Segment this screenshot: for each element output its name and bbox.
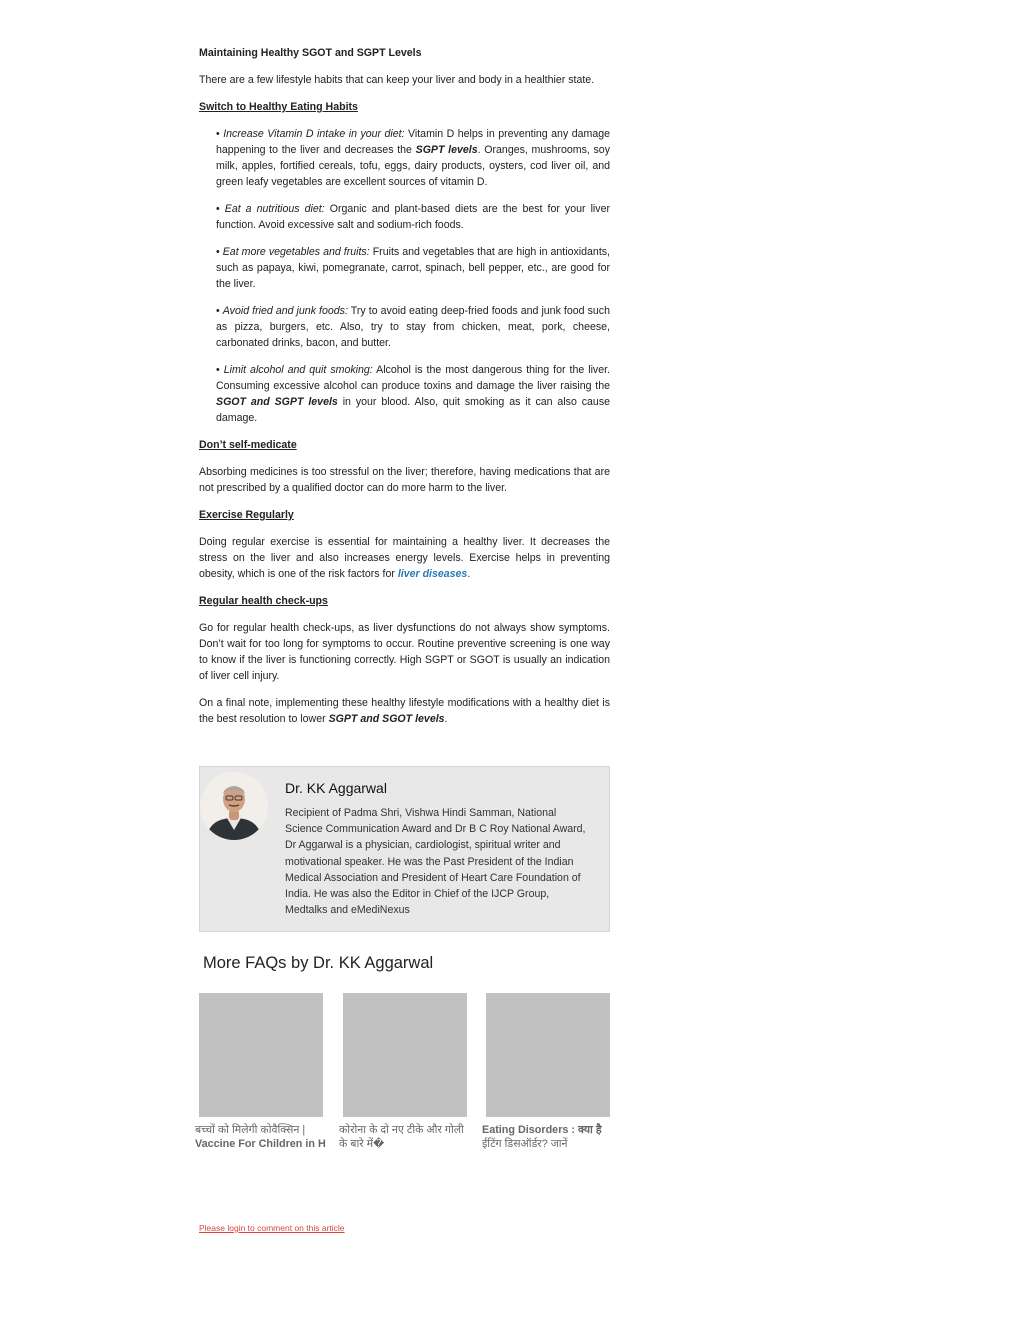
faq-card[interactable] [195, 993, 326, 1150]
faq-title-line1: Eating Disorders : क्या है [482, 1124, 602, 1136]
bullet-text: Fruits and vegetables that are high in antioxidants, such as papaya, kiwi, pomegranate, carrot, spinach, bell pepper, etc., are good for the liver. [216, 246, 610, 290]
login-to-comment-link[interactable]: Please login to comment on this article [199, 1223, 345, 1233]
faq-title-line2: Vaccine For Children in H [195, 1138, 326, 1150]
bullet-text: Organic and plant-based diets are the best for your liver function. Avoid excessive salt and sodium-rich foods. [216, 203, 610, 231]
bullet-bold: SGPT levels [415, 144, 478, 156]
closing-bold: SGPT and SGOT levels [328, 713, 445, 725]
bullet-alcohol: • Limit alcohol and quit smoking: Alcohol is the most dangerous thing for the liver. Consuming excessive alcohol can produce toxins and damage the liver raising the SGOT and SGPT levels in your blood. Also, quit smoking as it can also cause damage. [216, 364, 611, 424]
faq-title-line1: कोरोना के दो नए टीके और गोली [339, 1124, 464, 1136]
section-heading-self-medicate: Don’t self-medicate [199, 439, 297, 451]
more-faqs-heading: More FAQs by Dr. KK Aggarwal [203, 954, 434, 972]
faq-thumbnail[interactable] [486, 993, 610, 1117]
bullet-vegetables: • Eat more vegetables and fruits: Fruits and vegetables that are high in antioxidants, such as papaya, kiwi, pomegranate, carrot, spinach, bell pepper, etc., are good for the liver. [216, 246, 610, 290]
bullet-nutritious: • Eat a nutritious diet: Organic and plant-based diets are the best for your liver function. Avoid excessive salt and sodium-rich foods. [216, 203, 610, 231]
faq-title-line1: बच्चों को मिलेगी कोवैक्सिन | [195, 1124, 306, 1136]
faq-title-line2: के बारे में� [339, 1138, 385, 1150]
closing-end: . [444, 713, 448, 725]
section-heading-checkups: Regular health check-ups [199, 595, 328, 607]
faq-card[interactable] [339, 993, 467, 1150]
author-bio: Recipient of Padma Shri, Vishwa Hindi Samman, National Science Communication Award and Dr B C Roy National Award, Dr Aggarwal is a physician, cardiologist, spiritual writer and motivational speaker. He was the Past President of the Indian Medical Association and President of Heart Care Foundation of India. He was also the Editor in Chief of the IJCP Group, Medtalks and eMediNexus [285, 807, 586, 917]
bullet-lead: Avoid fried and junk foods: [222, 305, 348, 317]
bullet-text-end: . Oranges, mushrooms, soy milk, apples, fortified cereals, tofu, eggs, dairy products, oysters, cod liver oil, and green leafy vegetables are excellent sources of vitamin D. [216, 144, 610, 188]
bullet-text: Alcohol is the most dangerous thing for the liver. Consuming excessive alcohol can produce toxins and damage the liver raising the [216, 364, 611, 392]
faq-card-title[interactable] [339, 1123, 473, 1151]
article-title: Maintaining Healthy SGOT and SGPT Levels [199, 47, 422, 59]
section-heading-eating: Switch to Healthy Eating Habits [199, 101, 358, 113]
bullet-fried-food: • Avoid fried and junk foods: Try to avoid eating deep-fried foods and junk food such as pizza, burgers, etc. Also, try to stay from chicken, meat, pork, cheese, carbonated drinks, bacon, and butter. [216, 305, 610, 349]
section-heading-exercise: Exercise Regularly [199, 509, 294, 521]
exercise-text: Doing regular exercise is essential for maintaining a healthy liver. It decreases the stress on the liver and also increases energy levels. Exercise helps in preventing obesity, which is one of the risk factors for [199, 536, 610, 580]
bullet-lead: Eat more vegetables and fruits: [222, 246, 370, 258]
checkups-paragraph: Go for regular health check-ups, as liver dysfunctions do not always show symptoms. Don’t wait for too long for symptoms to occur. Routine preventive screening is one way to know if the liver is functioning correctly. High SGPT or SGOT is usually an indication of liver cell injury. [199, 622, 610, 682]
exercise-end: . [467, 568, 471, 580]
bullet-bold: SGOT and SGPT levels [216, 396, 338, 408]
faq-card[interactable] [482, 993, 610, 1150]
bullet-lead: Eat a nutritious diet: [224, 203, 325, 215]
faq-card-title[interactable] [195, 1123, 329, 1151]
intro-paragraph: There are a few lifestyle habits that can keep your liver and body in a healthier state. [199, 74, 595, 86]
faq-thumbnail[interactable] [343, 993, 467, 1117]
article-body [199, 45, 610, 738]
closing-paragraph [199, 695, 610, 727]
bullet-text-end: in your blood. Also, quit smoking as it can also cause damage. [216, 396, 611, 424]
bullet-text: Vitamin D helps in preventing any damage happening to the liver and decreases the [216, 128, 610, 156]
bullet-text: Try to avoid eating deep-fried foods and junk food such as pizza, burgers, etc. Also, try to stay from chicken, meat, pork, cheese, carbonated drinks, bacon, and butter. [216, 305, 610, 349]
bullet-lead: Increase Vitamin D intake in your diet: [223, 128, 405, 140]
author-avatar[interactable] [200, 772, 268, 840]
liver-diseases-link[interactable]: liver diseases [397, 568, 468, 580]
faq-title-line2: ईटिंग डिसऑर्डर? जानें [482, 1138, 568, 1150]
exercise-paragraph [199, 534, 610, 582]
faq-card-title[interactable] [482, 1123, 616, 1151]
bullet-lead: Limit alcohol and quit smoking: [223, 364, 373, 376]
author-portrait-icon [200, 772, 268, 840]
bullet-vitamin-d: • Increase Vitamin D intake in your diet: Vitamin D helps in preventing any damage happening to the liver and decreases the SGPT levels. Oranges, mushrooms, soy milk, apples, fortified cereals, tofu, eggs, dairy products, oysters, cod liver oil, and green leafy vegetables are excellent sources of vitamin D. [216, 128, 610, 188]
author-card [199, 766, 610, 932]
faq-thumbnail[interactable] [199, 993, 323, 1117]
author-name[interactable]: Dr. KK Aggarwal [285, 780, 387, 796]
self-medicate-paragraph: Absorbing medicines is too stressful on the liver; therefore, having medications that are not prescribed by a qualified doctor can do more harm to the liver. [199, 466, 610, 494]
closing-text: On a final note, implementing these healthy lifestyle modifications with a healthy diet is the best resolution to lower [199, 697, 610, 725]
